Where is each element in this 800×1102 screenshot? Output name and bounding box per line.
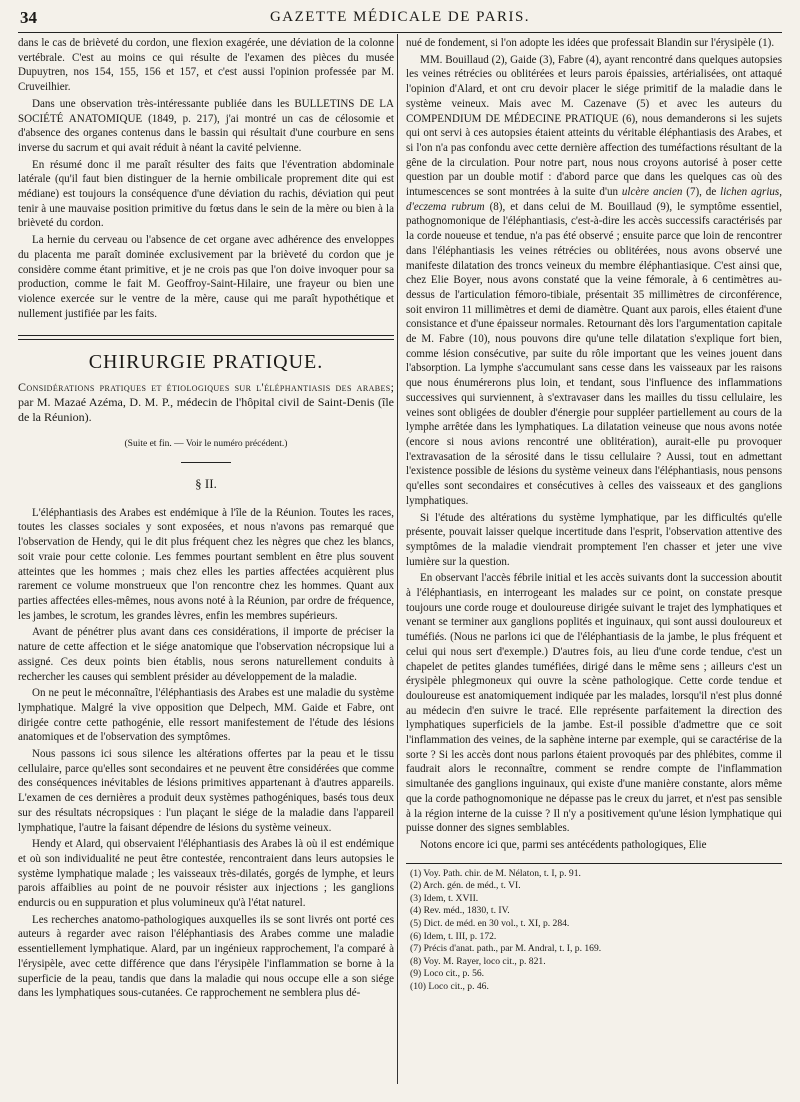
right-column — [406, 36, 782, 994]
paragraph: Dans une observation très-intéressante publiée dans les BULLETINS DE LA SOCIÉTÉ ANATOMIQUE (1849, p. 217), j'ai montré un cas de célosomie et d'absence des organes contenus dans le bassin qui résultait d'une courbure en sens inverse du sacrum et qui avait réduit à néant la cavité pelvienne. — [18, 97, 394, 154]
section-rubric: CHIRURGIE PRATIQUE. — [88, 351, 324, 374]
article-title-smallcaps: Considérations pratiques et étiologiques sur l'éléphantiasis des arabes — [18, 380, 391, 395]
footnote: (10) Loco cit., p. 46. — [410, 981, 489, 993]
footnote: (7) Précis d'anat. path., par M. Andral, t. I, p. 169. — [410, 943, 602, 955]
paragraph: La hernie du cerveau ou l'absence de cet organe avec adhérence des enveloppes du placenta me paraît dominée exclusivement par la brièveté du cordon que je considère comme étant primitive, et je ne crois pas que l'on doive invoquer pour sa production, comme le fait M. Geoffroy-Saint-Hilaire, une frayeur ou bien une violence exercée sur le ventre de la mère, cause qui me paraît hypothétique et nullement justifiée par les faits. — [18, 234, 394, 320]
left-column — [18, 36, 394, 1003]
paragraph: Hendy et Alard, qui observaient l'éléphantiasis des Arabes là où il est endémique et où son individualité ne peut être contestée, rencontraient dans leurs autopsies le système lymphatique malade ; les vaisseaux très-dilatés, gorgés de lymphe, et leurs parois affaiblies au point de ne pouvoir résister aux injections ; les ganglions endurcis ou en suppuration et plus volumineux qu'à l'état naturel. — [18, 838, 394, 910]
paragraph: Notons encore ici que, parmi ses antécédents pathologiques, Elie — [420, 838, 707, 851]
paragraph: nué de fondement, si l'on adopte les idées que professait Blandin sur l'érysipèle (1). — [406, 37, 775, 49]
footnote: (8) Voy. M. Rayer, loco cit., p. 821. — [410, 955, 546, 967]
footnote: (3) Idem, t. XVII. — [410, 892, 479, 904]
section-number: § II. — [195, 476, 217, 492]
footnote: (9) Loco cit., p. 56. — [410, 968, 485, 980]
paragraph: L'éléphantiasis des Arabes est endémique à l'île de la Réunion. Toutes les races, toutes les classes sociales y sont exposées, et nous n'avons pas remarqué que l'observation de Hendy, qui le dit plus fréquent chez les nègres que chez les blancs, soit vraie pour cette colonie. Les femmes pourtant semblent en être plus souvent atteintes que les hommes ; mais chez elles les parties affectées acquièrent plus rarement ce volume monstrueux que l'on rencontre chez les hommes. Quant aux parties affectées elles-mêmes, nous avons noté à la Réunion, par ordre de fréquence, les jambes, le scrotum, les grandes lèvres, enfin les membres supérieurs. — [18, 506, 394, 622]
text-run: MM. Bouillaud (2), Gaide (3), Fabre (4), ayant rencontré dans quelques autopsies les veines rétrécies ou oblitérées et leurs parois épaissies, artérialisées, ont attaqué l'opinion d'Alard, et ont cru devoir placer le siége primitif de la maladie dans le système veineux. Mais avec M. Cazenave (5) et avec les auteurs du COMPENDIUM DE MÉDECINE PRATIQUE (6), nous demanderons si les sujets qui ont servi à ces autopsies étaient atteints du véritable éléphantiasis des Arabes, et si l'on n'a pas confondu avec cette dernière affection des tuméfactions résultant de la gêne de la circulation. Pour notre part, nous nous croyons autorisé à poser cette question par un double motif : d'abord parce que dans les quelques cas où des intumescences se sont montrées à la suite d'un — [406, 53, 782, 199]
continuation-note: (Suite et fin. — Voir le numéro précédent.) — [124, 439, 288, 450]
paragraph: On ne peut le méconnaître, l'éléphantiasis des Arabes est une maladie du système lymphatique. Malgré la vive opposition que Delpech, MM. Gaide et Fabre, ont dirigée contre cette pathogénie, elle ressort manifestement de l'étude des lésions anatomiques et de l'observation des symptômes. — [18, 687, 394, 744]
article-title — [18, 380, 394, 425]
footnote-rule — [406, 863, 782, 864]
running-title: GAZETTE MÉDICALE DE PARIS. — [269, 9, 531, 25]
footnote: (4) Rev. méd., 1830, t. IV. — [410, 905, 510, 917]
paragraph: Si l'étude des altérations du système lymphatique, par les difficultés qu'elle présente, pouvait laisser quelque incertitude dans l'esprit, l'observation attentive des symptômes de la maladie viendrait promptement l'en chasser et jeter une vive lumière sur la question. — [406, 511, 782, 568]
paragraph: Avant de pénétrer plus avant dans ces considérations, il importe de préciser la nature de cette affection et le siége anatomique que l'observation nécropsique lui a assigné. Ces deux points bien établis, nous serons naturellement conduits à rechercher les causes qui semblent présider au développement de la maladie. — [18, 626, 394, 683]
footnote: (5) Dict. de méd. en 30 vol., t. XI, p. 284. — [410, 918, 570, 930]
page-header — [18, 6, 782, 33]
paragraph: Nous passons ici sous silence les altérations offertes par la peau et le tissu cellulaire, parce qu'elles sont secondaires et ne peuvent être considérées que comme des conséquences inévitables de lésions primitives appartenant à d'autres appareils. L'examen de ces dernières a produit deux systèmes pathogéniques, basés tous deux sur des résultats nécropsiques : l'un plaçant le siége de la maladie dans l'appareil lymphatique, l'autre la faisant dépendre de lésions du système veineux. — [18, 748, 394, 834]
paragraph — [406, 53, 782, 509]
short-rule — [181, 462, 231, 463]
paragraph: En observant l'accès fébrile initial et les accès suivants dont la succession aboutit à l'éléphantiasis, en interrogeant les malades sur ce point, on constate presque toujours une corde rouge et douloureuse dirigée suivant le trajet des lymphatiques et venant se terminer aux ganglions poplités et inguinaux, qui sont aussi douloureux et tuméfiés. (Nous ne parlons ici que de l'éléphantiasis de la jambe, le plus fréquent et celui qui nous sert d'exemple.) D'autres fois, au lieu d'une corde tendue, c'est un chapelet de petites glandes tuméfiées, dirigé dans le même sens ; ailleurs c'est un érysipèle phlegmoneux qui ouvre la scène pathologique. Cette corde tendue et douloureuse est anatomiquement indiquée par les malades, lorsqu'il n'est plus donné au médecin d'en suivre le tracé. Elle représente parfaitement la direction des lymphatiques superficiels de la jambe. Est-il possible d'admettre que ce soit l'inflammation des veines, de la saphène interne par exemple, qui se caractérise de la sorte ? Si les accès dont nous parlons étaient provoqués par des phlébites, comme il faudrait alors le reconnaître, comment se rendre compte de l'inflammation simultanée des ganglions inguinaux, qui existe d'une manière constante, alors même que la corde pathognomonique ne dépasse pas le creux du jarret, et n'est pas sensible à la région interne de la cuisse ? Il n'y a positivement qu'une lésion lymphatique qui puisse donner des signes semblables. — [406, 572, 782, 835]
column-divider — [397, 34, 398, 1084]
text-run: (8), et dans celui de M. Bouillaud (9), le symptôme essentiel, pathognomonique de l'éléphantiasis, c'est-à-dire les accès successifs caractérisés par la corde noueuse et tendue, n'a pas été observé ; ensuite parce que loin de rencontrer dans l'éléphantiasis les veines rétrécies ou oblitérées, nous avons observé une manifeste dilatation des troncs veineux du membre éléphantiasique. C'est ainsi que, chez Elie Boyer, nous avons constaté que la veine fémorale, à 6 centimètres au-dessus de l'articulation fémoro-tibiale, présentait 35 millimètres de circonférence, soit environ 11 millimètres et demi de diamètre. Quant aux parois, elles étaient d'une consistance et d'une épaisseur normales. Retournant dès lors l'argumentation capitale de M. Fabre (10), nous pouvons dire qu'une telle dilatation s'explique fort bien, comme lésion consécutive, par suite du rôle important que les veines jouent dans l'absorption. La lymphe s'accumulant sans cesse dans les vaisseaux par les raisons que nous énumérerons plus loin, et tendant, sous l'influence des inflammations successives qui surviennent, à s'extravaser dans les mailles du tissu cellulaire, les veines sont obligées de doubler d'énergie pour suppléer partiellement au cours de la lymphe arrêtée dans les lymphatiques. La dilatation veineuse que nous avons notée (encore si nous avions rencontré une oblitération), aurait-elle pu provoquer l'extravasation de la sérosité dans le tissu cellulaire ? Aussi, tout en admettant l'existence possible de lésions du système veineux dans l'éléphantiasis, nous pensons qu'elles sont secondaires et consécutives à celles des vaisseaux et des ganglions lymphatiques. — [406, 200, 782, 507]
section-rule — [18, 335, 394, 340]
article-title-author: ; par M. Mazaé Azéma, D. M. P., médecin de l'hôpital civil de Saint-Denis (île de la Réunion). — [18, 380, 394, 425]
footnotes — [406, 868, 782, 994]
italic-term: ulcère ancien — [621, 186, 683, 199]
text-run: (7), de — [682, 186, 721, 199]
italic-term: lichen agrius, d'eczema rubrum — [406, 186, 782, 213]
paragraph: Les recherches anatomo-pathologiques auxquelles ils se sont livrés ont porté ces auteurs à regarder avec raison l'éléphantiasis des Arabes comme une maladie essentiellement lymphatique. Alard, par un ingénieux rapprochement, l'a comparé à l'érysipèle, avec cette différence que dans l'érysipèle l'inflammation se borne à la superficie de la peau, tandis que dans la maladie qui nous occupe elle a son siége dans les lymphatiques sous-cutanées. Ce rapprochement ne semblera plus dé- — [18, 913, 394, 1000]
footnote: (2) Arch. gén. de méd., t. VI. — [410, 880, 521, 892]
paragraph: En résumé donc il me paraît résulter des faits que l'éventration abdominale latérale (qu'il faut bien distinguer de la hernie ombilicale proprement dite qui est médiane) est toujours la conséquence d'une déviation du rachis, déviation qui peut tenir à une mauvaise position primitive du fœtus dans le sein de la mère ou bien à la brièveté du cordon. — [18, 158, 394, 230]
footnote: (1) Voy. Path. chir. de M. Nélaton, t. I, p. 91. — [410, 867, 581, 879]
paragraph: dans le cas de brièveté du cordon, une flexion exagérée, une déviation de la colonne vertébrale. C'est au moins ce qui résulte de l'examen des pièces du musée Dupuytren, nos 154, 155, 156 et 157, et c'est aussi l'opinion professée par M. Cruveilhier. — [18, 37, 394, 94]
footnote: (6) Idem, t. III, p. 172. — [410, 930, 497, 942]
page-number: 34 — [20, 8, 37, 27]
